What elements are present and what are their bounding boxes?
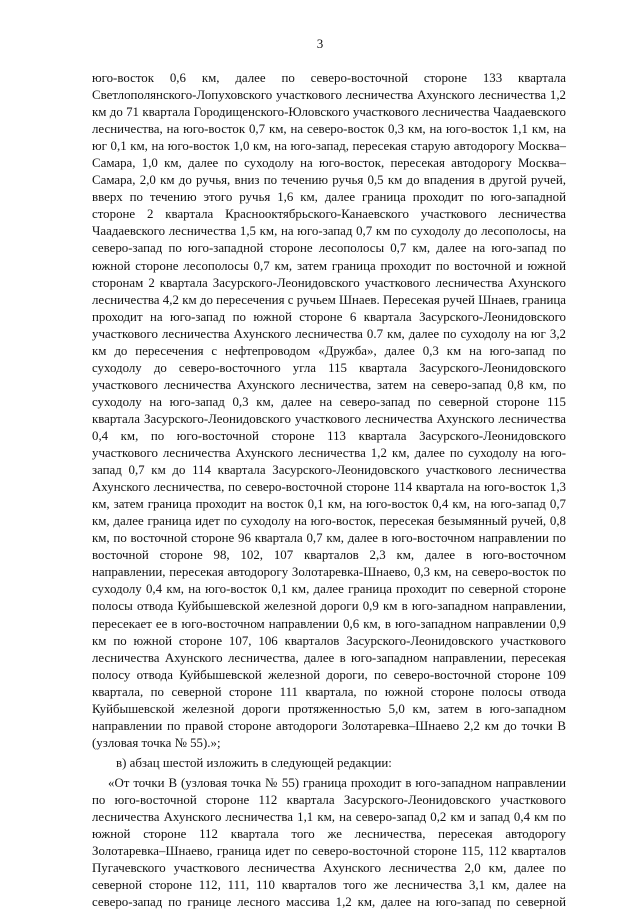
- document-body: [92, 70, 566, 911]
- amendment-item-paragraph: в) абзац шестой изложить в следующей редакции:: [116, 755, 392, 770]
- amended-text-paragraph: «От точки В (узловая точка № 55) граница проходит в юго-западном направлении по юго-восточной стороне 112 квартала Засурского-Леонидовского участкового лесничества Ахунского лесничества 1,1 км, на северо-запад 0,2 км и запад 0,4 км по южной стороне 112 квартала того же лесничества, пересекая автодорогу Золотаревка–Шнаево, граница идет по северо-восточной стороне 115, 112 кварталов Пугачевского участкового лесничества Ахунского лесничества 2,0 км, далее по северной стороне 112, 111, 110 кварталов того же лесничества 3,1 км, далее на северо-запад по границе лесного массива 1,2 км, далее на юго-запад по северной: [92, 775, 566, 910]
- boundary-description-paragraph: юго-восток 0,6 км, далее по северо-восточной стороне 133 квартала Светлополянского-Лопуховского участкового лесничества Ахунского лесничества 1,2 км до 71 квартала Городищенского-Юловского участкового лесничества Чаадаевского лесничества, на юго-восток 0,7 км, на северо-восток 0,3 км, на юго-восток 1,1 км, на юг 0,1 км, на юго-восток 1,0 км, на юго-запад, пересекая старую автодорогу Москва–Самара, 1,0 км, далее по суходолу на юго-восток, пересекая автодорогу Москва–Самара, 2,0 км до ручья, вниз по течению ручья 0,5 км до впадения в другой ручей, вверх по течению этого ручья 1,6 км, далее граница проходит по юго-западной стороне 2 квартала Краснооктябрьского-Канаевского участкового лесничества Чаадаевского лесничества 1,5 км, на юго-запад 0,7 км по суходолу до лесополосы, на северо-запад по юго-западной стороне лесополосы 0,7 км, далее на юго-запад по южной стороне лесополосы 0,7 км, затем граница проходит по восточной и южной сторонам 2 квартала Засурского-Леонидовского участкового лесничества Ахунского лесничества 4,2 км до пересечения с ручьем Шнаев. Пересекая ручей Шнаев, граница проходит на юго-запад по южной стороне 6 квартала Засурского-Леонидовского участкового лесничества Ахунского лесничества 0.7 км, далее по суходолу на юг 3,2 км до пересечения с нефтепроводом «Дружба», далее 0,3 км на юго-запад по суходолу до северо-восточного угла 115 квартала Засурского-Леонидовского участкового лесничества Ахунского лесничества, затем на северо-запад 0,8 км, по суходолу на юго-запад 0,3 км, далее на северо-запад по северной стороне 115 квартала Засурского-Леонидовского участкового лесничества Ахунского лесничества 0,4 км, по юго-восточной стороне 113 квартала Засурского-Леонидовского участкового лесничества Ахунского лесничества 1,2 км, далее по суходолу на юго-запад 0,7 км до 114 квартала Засурского-Леонидовского участкового лесничества Ахунского лесничества, по северо-восточной стороне 114 квартала на юго-восток 1,3 км, затем граница проходит на восток 0,1 км, на юго-восток 0,4 км, на юго-запад 0,7 км, далее граница идет по суходолу на юго-восток, пересекая безымянный ручей, 0,8 км, по восточной стороне 96 квартала 0,7 км, далее в юго-восточном направлении по восточной стороне 98, 102, 107 кварталов 2,3 км, далее в юго-восточном направлении, пересекая автодорогу Золотаревка-Шнаево, 0,3 км, на северо-восток по суходолу 0,4 км, на юго-восток 0,1 км, далее граница проходит по северной стороне полосы отвода Куйбышевской железной дороги 0,9 км в юго-западном направлении, пересекает ее в юго-восточном направлении 0,6 км, в юго-западном направлении 0,9 км по южной стороне 107, 106 кварталов Засурского-Леонидовского участкового лесничества Ахунского лесничества, далее в юго-западном направлении, пересекая полосу отвода Куйбышевской железной дороги, по северо-восточной стороне 109 квартала, по северной стороне 111 квартала, по южной стороне полосы отвода Куйбышевской железной дороги протяженностью 5,0 км, затем в юго-западном направлении по правой стороне автодороги Золотаревка–Шнаево 2,2 км до точки В (узловая точка № 55).»;: [92, 71, 566, 750]
- page-number: 3: [316, 36, 324, 51]
